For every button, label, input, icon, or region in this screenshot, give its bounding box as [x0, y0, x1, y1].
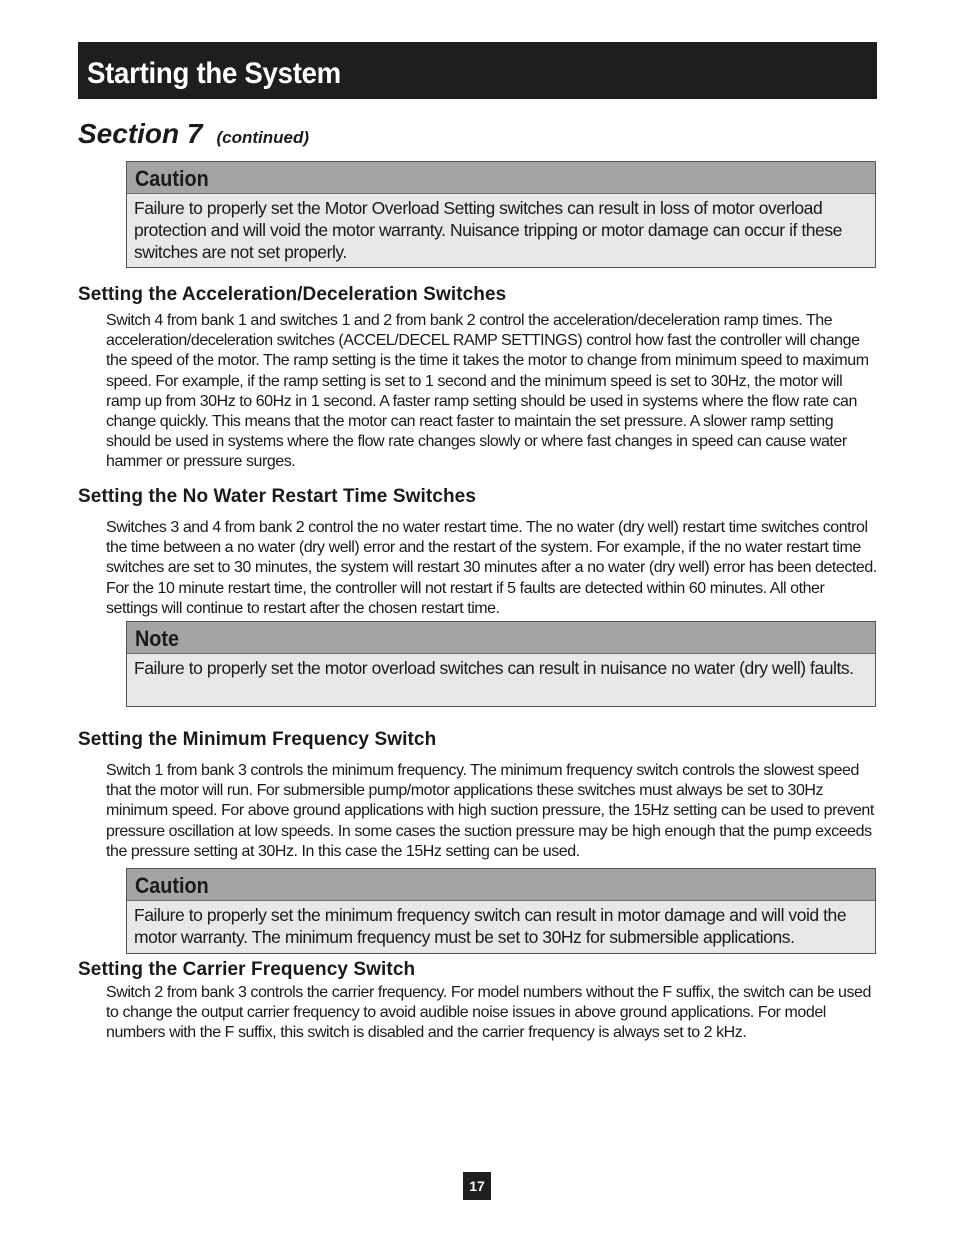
heading-no-water-restart: Setting the No Water Restart Time Switches: [78, 486, 477, 507]
heading-minimum-frequency: Setting the Minimum Frequency Switch: [78, 729, 437, 750]
section-subtitle: (continued): [216, 128, 310, 147]
caution-text: Failure to properly set the minimum frequency switch can result in motor damage and will void the motor warranty. The minimum frequency must be set to 30Hz for submersible applications.: [134, 905, 847, 947]
note-box-overload: [126, 621, 876, 707]
section-heading: [78, 118, 309, 150]
page-number: 17: [463, 1172, 491, 1200]
caution-label: Caution: [135, 873, 209, 898]
paragraph-carrier-frequency: Switch 2 from bank 3 controls the carrier frequency. For model numbers without the F suffix, the switch can be used to change the output carrier frequency to avoid audible noise issues in above ground applications. For model numbers with the F suffix, this switch is disabled and the carrier frequency is always set to 2 kHz.: [106, 984, 871, 1042]
paragraph-no-water-restart: Switches 3 and 4 from bank 2 control the no water restart time. The no water (dry well) restart time switches control the time between a no water (dry well) error and the restart of the system. For example, if the no water restart time switches are set to 30 minutes, the system will restart 30 minutes after a no water (dry well) error has been detected. For the 10 minute restart time, the controller will not restart if 5 faults are detected within 60 minutes. All other settings will continue to restart after the chosen restart time.: [106, 519, 877, 617]
caution-box-minimum-frequency: [126, 868, 876, 954]
paragraph-minimum-frequency: Switch 1 from bank 3 controls the minimum frequency. The minimum frequency switch controls the slowest speed that the motor will run. For submersible pump/motor applications these switches must always be set to 30Hz minimum speed. For above ground applications with high suction pressure, the 15Hz setting can be used to prevent pressure oscillation at low speeds. In some cases the suction pressure may be high enough that the pump exceeds the pressure setting at 30Hz. In this case the 15Hz setting can be used.: [106, 762, 874, 860]
caution-label: Caution: [135, 166, 209, 191]
note-box-header: [127, 622, 875, 654]
note-text: Failure to properly set the motor overload switches can result in nuisance no water (dry well) faults.: [134, 658, 854, 678]
note-label: Note: [135, 626, 180, 651]
caution-box-header: [127, 162, 875, 194]
heading-accel-decel: Setting the Acceleration/Deceleration Switches: [78, 284, 507, 305]
caution-box-header: [127, 869, 875, 901]
caution-text: Failure to properly set the Motor Overload Setting switches can result in loss of motor overload protection and will void the motor warranty. Nuisance tripping or motor damage can occur if these switches are not set properly.: [134, 198, 842, 262]
page-header-bar: [78, 42, 877, 99]
caution-box-motor-overload: [126, 161, 876, 268]
section-title: Section 7: [78, 118, 203, 149]
heading-carrier-frequency: Setting the Carrier Frequency Switch: [78, 959, 416, 980]
page-title: Starting the System: [87, 57, 341, 90]
paragraph-accel-decel: Switch 4 from bank 1 and switches 1 and 2 from bank 2 control the acceleration/deceleration ramp times. The acceleration/deceleration switches (ACCEL/DECEL RAMP SETTINGS) control how fast the controller will change the speed of the motor. The ramp setting is the time it takes the motor to change from minimum speed to maximum speed. For example, if the ramp setting is set to 1 second and the minimum speed is set to 30Hz, the motor will ramp up from 30Hz to 60Hz in 1 second. A faster ramp setting should be used in systems where the flow rate can change quickly. This means that the motor can react faster to maintain the set pressure. A slower ramp setting should be used in systems where the flow rate changes slowly or where fast changes in speed can cause water hammer or pressure surges.: [106, 312, 869, 471]
